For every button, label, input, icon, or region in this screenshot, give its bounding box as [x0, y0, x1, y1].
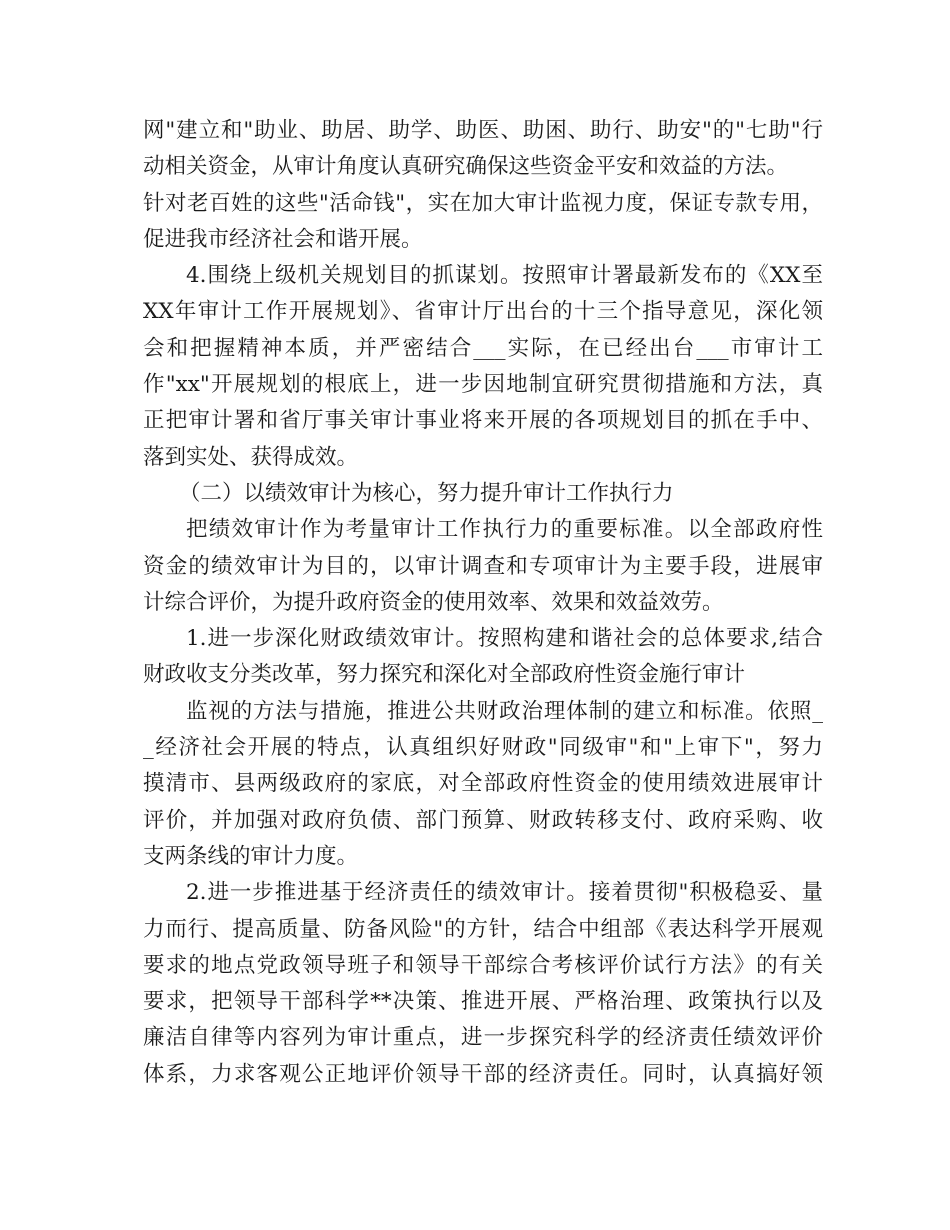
text-line: 2.进一步推进基于经济责任的绩效审计。接着贯彻"积极稳妥、量: [186, 880, 823, 906]
text-line: 把绩效审计作为考量审计工作执行力的重要标准。以全部政府性: [186, 517, 823, 543]
text-line: 正把审计署和省厅事关审计事业将来开展的各项规划目的抓在手中、: [143, 408, 823, 434]
text-line: 监视的方法与措施，推进公共财政治理体制的建立和标准。依照_: [186, 698, 823, 724]
text-line: 计综合评价，为提升政府资金的使用效率、效果和效益效劳。: [143, 589, 724, 615]
text-line: _经济社会开展的特点，认真组织好财政"同级审"和"上审下"，努力: [143, 735, 823, 761]
text-line: 作"xx"开展规划的根底上，进一步因地制宜研究贯彻措施和方法，真: [143, 372, 823, 398]
text-line: 支两条线的审计力度。: [143, 843, 359, 869]
text-line: 要求，把领导干部科学**决策、推进开展、严格治理、政策执行以及: [143, 989, 823, 1015]
text-line: 1.进一步深化财政绩效审计。按照构建和谐社会的总体要求,结合: [186, 626, 823, 652]
text-line: 动相关资金，从审计角度认真研究确保这些资金平安和效益的方法。: [143, 154, 789, 180]
section-heading: （二）以绩效审计为核心，努力提升审计工作执行力: [179, 480, 674, 506]
text-line: 力而行、提高质量、防备风险"的方针，结合中组部《表达科学开展观: [143, 916, 823, 942]
text-line: 体系，力求客观公正地评价领导干部的经济责任。同时，认真搞好领: [143, 1061, 823, 1087]
text-line: XX年审计工作开展规划》、省审计厅出台的十三个指导意见，深化领: [143, 299, 823, 325]
text-line: 促进我市经济社会和谐开展。: [143, 226, 423, 252]
text-line: 会和把握精神本质，并严密结合___实际，在已经出台___市审计工: [143, 335, 823, 361]
text-line: 4.围绕上级机关规划目的抓谋划。按照审计署最新发布的《XX至: [186, 263, 823, 289]
text-line: 资金的绩效审计为目的，以审计调查和专项审计为主要手段，进展审: [143, 553, 823, 579]
document-body: [143, 113, 823, 1093]
text-line: 要求的地点党政领导班子和领导干部综合考核评价试行方法》的有关: [143, 952, 823, 978]
text-line: 评价，并加强对政府负债、部门预算、财政转移支付、政府采购、收: [143, 807, 823, 833]
text-line: 网"建立和"助业、助居、助学、助医、助困、助行、助安"的"七助"行: [143, 118, 823, 143]
text-line: 财政收支分类改革，努力探究和深化对全部政府性资金施行审计: [143, 662, 746, 688]
text-line: 针对老百姓的这些"活命钱"，实在加大审计监视力度，保证专款专用，: [143, 190, 823, 216]
text-line: 落到实处、获得成效。: [143, 444, 359, 470]
text-line: 廉洁自律等内容列为审计重点，进一步探究科学的经济责任绩效评价: [143, 1025, 823, 1051]
text-line: 摸清市、县两级政府的家底，对全部政府性资金的使用绩效进展审计: [143, 771, 823, 797]
